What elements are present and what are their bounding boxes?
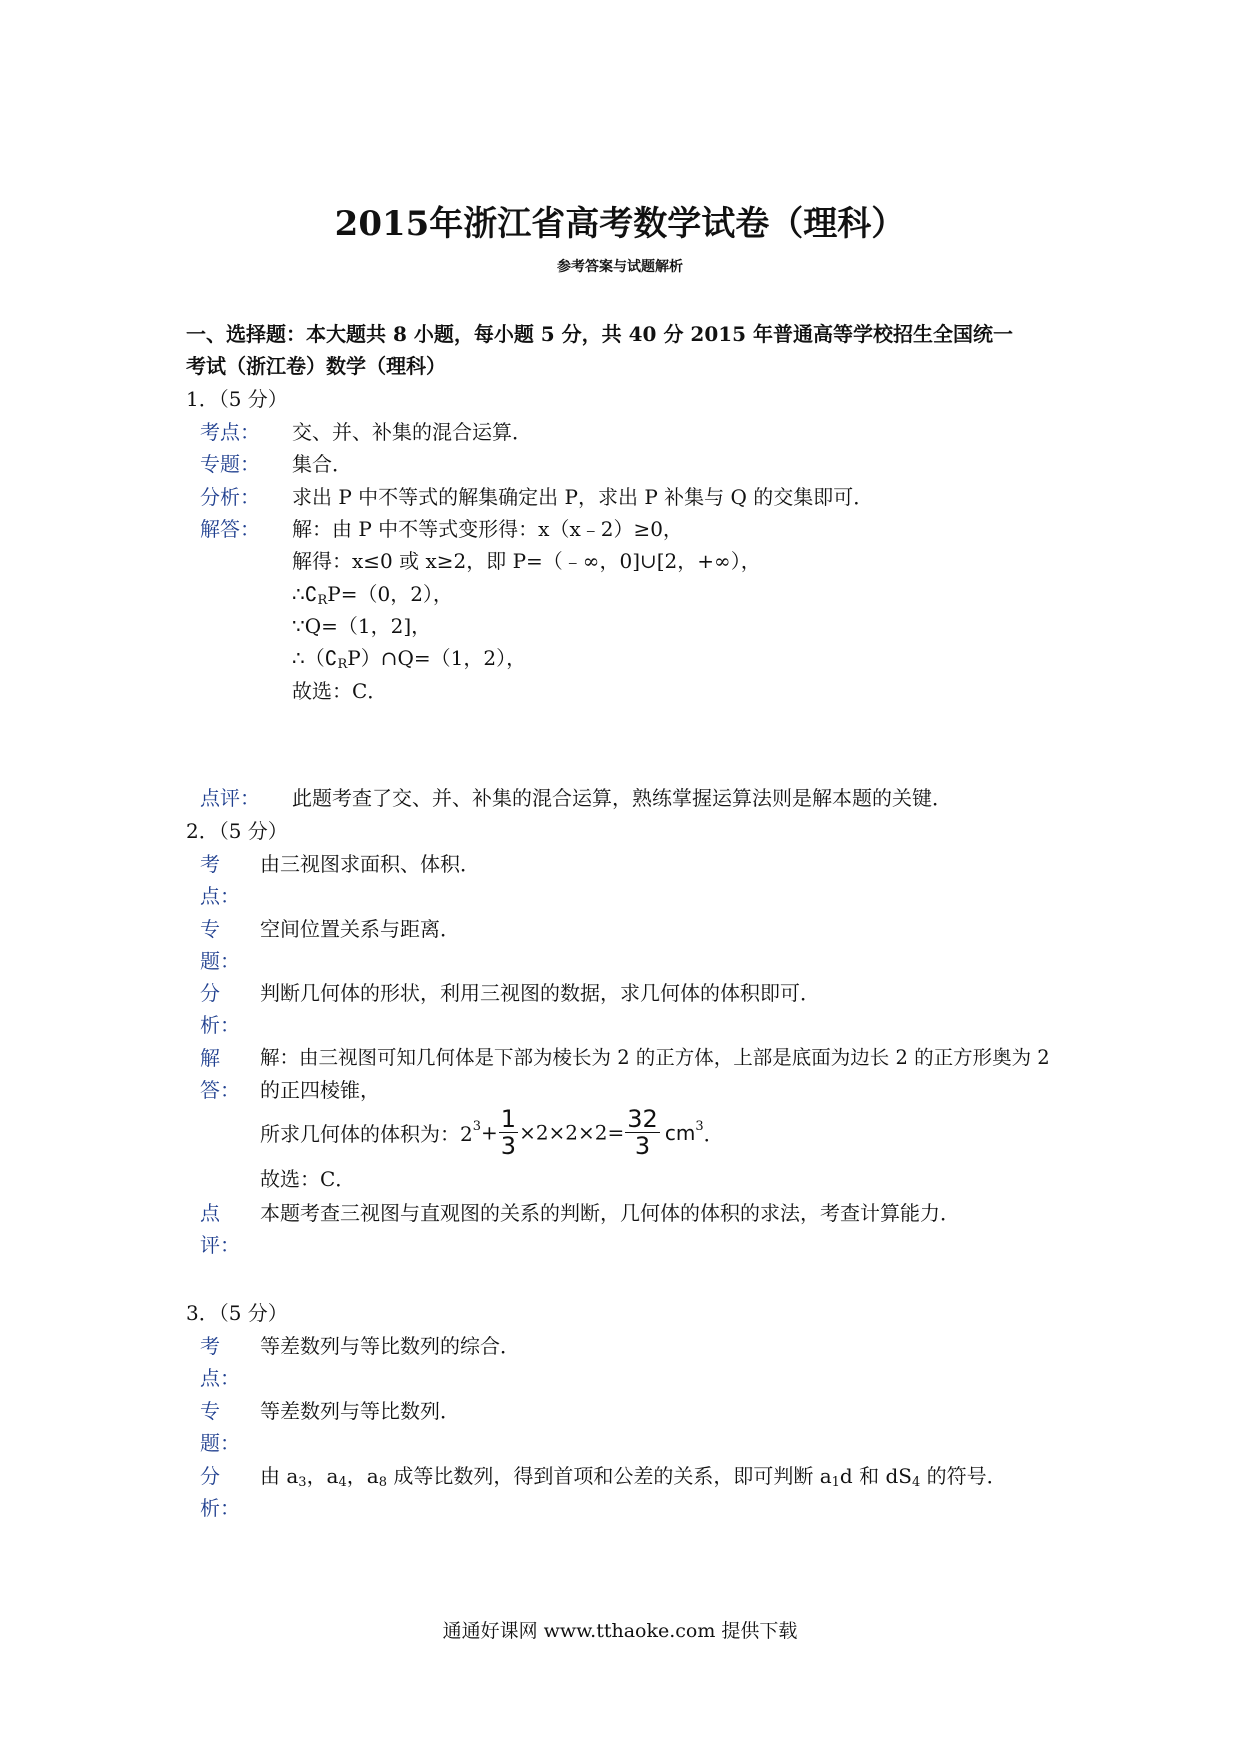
- q1-solution-line5: $\therefore(∁_RP)\cap Q=(1$，2），: [292, 646, 527, 672]
- q2-kaodian-label-b: 点：: [200, 884, 240, 908]
- q2-zhuanti-text: 空间位置关系与距离．: [260, 917, 460, 941]
- q2-fenxi-label-b: 析：: [200, 1013, 240, 1037]
- q2-dianping-label-a: 点: [200, 1201, 220, 1225]
- q1-solution-line3: $\therefore∁_RP=(0$，2），: [292, 582, 453, 608]
- q3-kaodian-text: 等差数列与等比数列的综合．: [260, 1334, 520, 1358]
- q3-zhuanti-label-b: 题：: [200, 1431, 240, 1455]
- page-footer: 通通好课网 www.tthaoke.com 提供下载: [442, 1620, 798, 1642]
- q2-fenxi-label-a: 分: [200, 981, 220, 1005]
- q2-header: 2．（5 分）: [186, 819, 288, 843]
- q1-kaodian-text: 交、并、补集的混合运算．: [292, 420, 532, 444]
- q1-kaodian-label: 考点：: [200, 420, 260, 444]
- q2-zhuanti-label-b: 题：: [200, 949, 240, 973]
- q2-kaodian-text: 由三视图求面积、体积．: [260, 852, 480, 876]
- q2-zhuanti-label-a: 专: [200, 917, 220, 941]
- page-subtitle: 参考答案与试题解析: [557, 259, 683, 275]
- q3-header: 3．（5 分）: [186, 1301, 288, 1325]
- q2-jieda-label-a: 解: [200, 1046, 220, 1070]
- q3-fenxi-label-b: 析：: [200, 1496, 240, 1520]
- q1-solution-line1: 解：由 P 中不等式变形得：x（x﹣2）≥0，: [292, 517, 683, 541]
- q1-jieda-label: 解答：: [200, 517, 260, 541]
- q2-dianping-label-b: 评：: [200, 1233, 240, 1257]
- q3-zhuanti-label-a: 专: [200, 1399, 220, 1423]
- q1-fenxi-label: 分析：: [200, 485, 260, 509]
- fraction-thirty-two-thirds: $\frac{32}{3}$: [627, 1105, 658, 1160]
- q1-solution-line6: 故选：C．: [292, 679, 388, 703]
- q2-fenxi-text: 判断几何体的形状，利用三视图的数据，求几何体的体积即可．: [260, 981, 820, 1005]
- fraction-one-third: $\frac{1}{3}$: [500, 1105, 517, 1160]
- section-heading-line1: 一、选择题：本大题共 8 小题，每小题 5 分，共 40 分 2015 年普通高等学校招生全国统一: [186, 322, 1014, 346]
- q2-dianping-text: 本题考查三视图与直观图的关系的判断，几何体的体积的求法，考查计算能力．: [260, 1201, 960, 1225]
- q1-dianping-text: 此题考查了交、并、补集的混合运算，熟练掌握运算法则是解本题的关键．: [292, 786, 952, 810]
- q1-header: 1．（5 分）: [186, 387, 288, 411]
- q1-dianping-label: 点评：: [200, 786, 260, 810]
- q3-kaodian-label-a: 考: [200, 1334, 220, 1358]
- page-title: 2015年浙江省高考数学试卷（理科）: [334, 204, 906, 244]
- q3-fenxi-label-a: 分: [200, 1464, 220, 1488]
- q2-solution-answer: 故选：C．: [260, 1167, 356, 1191]
- q3-kaodian-label-b: 点：: [200, 1366, 240, 1390]
- q1-zhuanti-text: 集合．: [292, 452, 352, 476]
- q2-solution-line2: 的正四棱锥，: [260, 1078, 380, 1102]
- q2-volume-formula: 所求几何体的体积为：$2^3+$ $\frac{1}{3}$ ×2×2×2= $\frac{32}{3}$ $cm^3$．: [260, 1105, 724, 1160]
- q1-solution-line4: ∵Q=（1，2]，: [292, 614, 432, 638]
- q2-jieda-label-b: 答：: [200, 1078, 240, 1102]
- q2-kaodian-label-a: 考: [200, 852, 220, 876]
- q1-zhuanti-label: 专题：: [200, 452, 260, 476]
- q3-zhuanti-text: 等差数列与等比数列．: [260, 1399, 460, 1423]
- section-heading-line2: 考试（浙江卷）数学（理科）: [186, 354, 446, 378]
- q3-fenxi-text: 由 $a_3$，$a_4$，$a_8$ 成等比数列，得到首项和公差的关系，即可判断 $a_1d$ 和 $dS_4$ 的符号．: [260, 1464, 1007, 1490]
- q1-solution-line2: 解得：x≤0 或 x≥2，即 P=（﹣∞，0]∪[2，+∞），: [292, 549, 761, 573]
- q1-fenxi-text: 求出 P 中不等式的解集确定出 P，求出 P 补集与 Q 的交集即可．: [292, 485, 874, 509]
- q2-solution-line1: 解：由三视图可知几何体是下部为棱长为 2 的正方体，上部是底面为边长 2 的正方形奥为 2: [260, 1046, 1050, 1069]
